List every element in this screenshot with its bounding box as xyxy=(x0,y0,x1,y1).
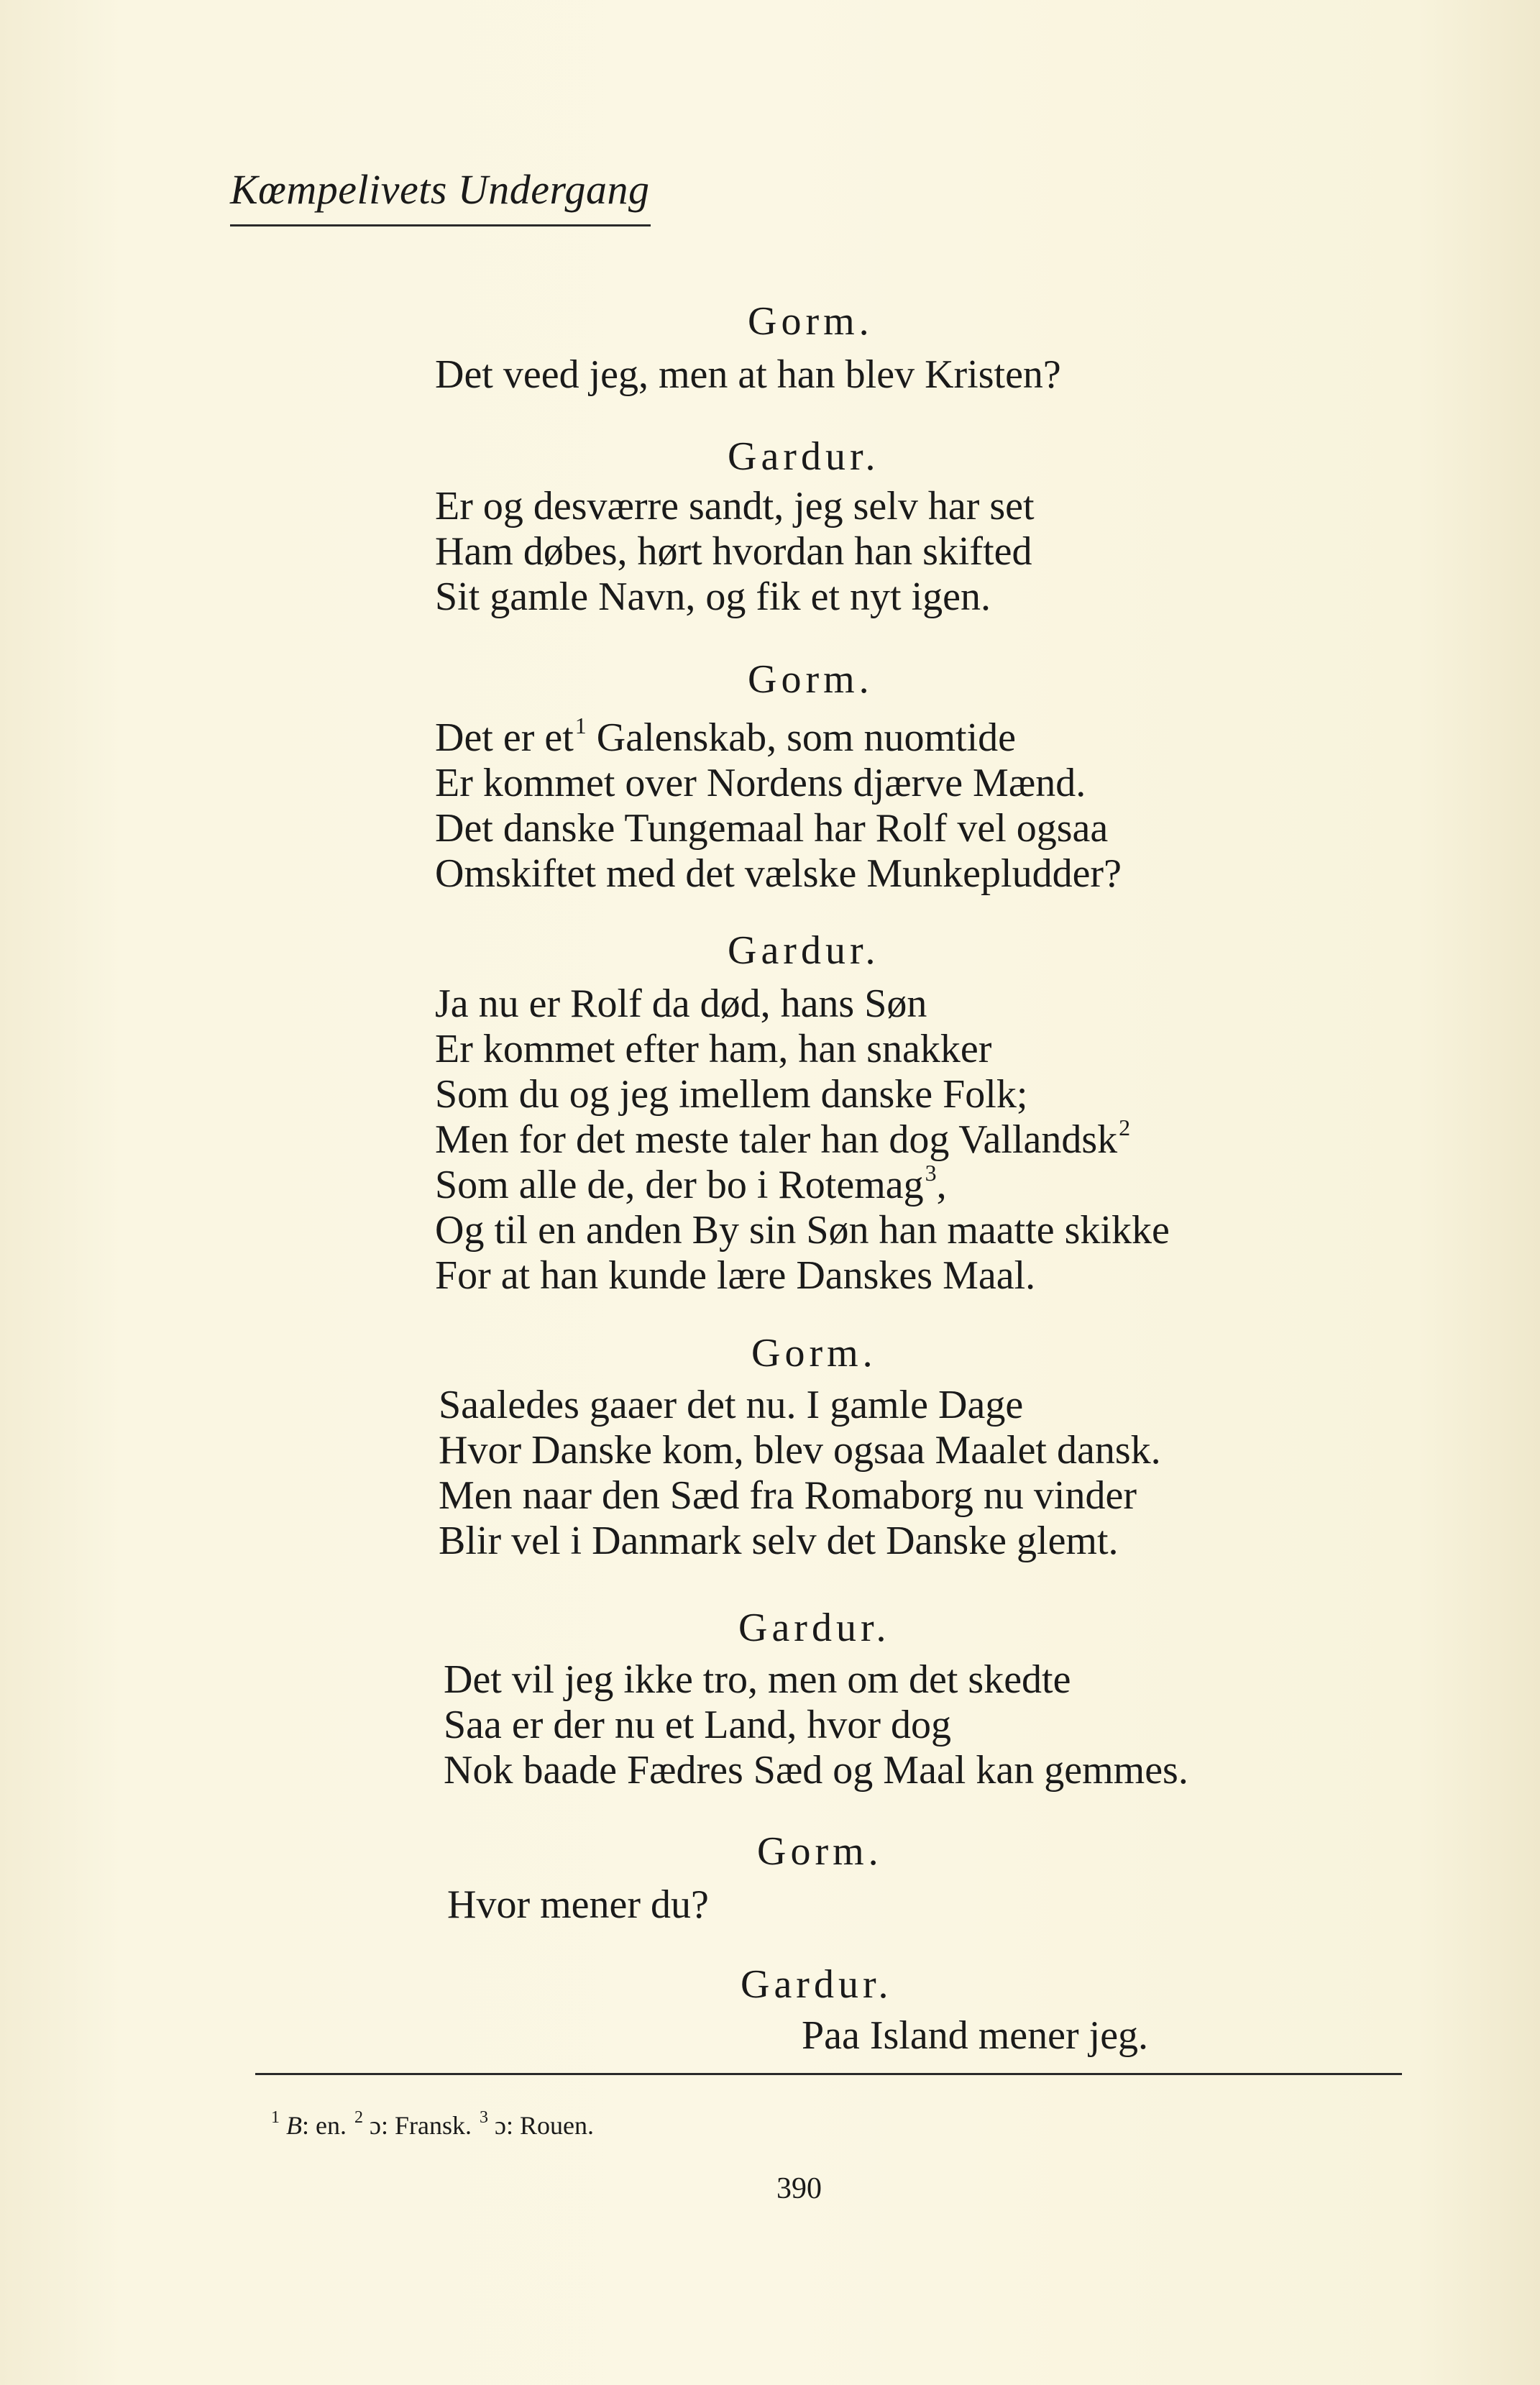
verse-line: Nok baade Fædres Sæd og Maal kan gemmes. xyxy=(444,1748,1188,1793)
footnote-text: ɔ: Rouen. xyxy=(494,2111,594,2140)
verse-text: Galenskab, som nuomtide xyxy=(596,715,1017,760)
verse-line xyxy=(435,1114,1170,1163)
speaker-label: Gardur. xyxy=(728,434,880,479)
verse-line: Som du og jeg imellem danske Folk; xyxy=(435,1072,1028,1117)
footnote-text: : en. xyxy=(302,2111,347,2140)
footnote-ref: 1 xyxy=(574,713,587,738)
page-number: 390 xyxy=(776,2172,822,2205)
verse-block xyxy=(435,352,1061,398)
verse-text: Men for det meste taler han dog Vallandsk xyxy=(435,1117,1118,1162)
verse-line: Saaledes gaaer det nu. I gamle Dage xyxy=(439,1383,1024,1427)
verse-line xyxy=(435,715,1122,761)
speaker-label: Gardur. xyxy=(738,1606,891,1650)
verse-block xyxy=(435,981,1170,1299)
speaker-label: Gardur. xyxy=(741,1962,893,2007)
footnote-ref: 2 xyxy=(1119,1114,1131,1140)
footnote-text: ɔ: Fransk. xyxy=(369,2111,472,2140)
verse-text: , xyxy=(936,1163,947,1207)
verse-line: Det vil jeg ikke tro, men om det skedte xyxy=(444,1657,1071,1702)
verse-line: Er kommet efter ham, han snakker xyxy=(435,1027,992,1071)
verse-block xyxy=(435,484,1035,620)
speaker-label: Gardur. xyxy=(728,928,880,973)
verse-text: Som alle de, der bo i Rotemag xyxy=(435,1163,924,1207)
verse-line: Saa er der nu et Land, hvor dog xyxy=(444,1703,951,1747)
verse-block xyxy=(447,1882,709,1928)
verse-line: Ja nu er Rolf da død, hans Søn xyxy=(435,981,927,1026)
speaker-label: Gorm. xyxy=(748,299,874,344)
verse-block xyxy=(802,2013,1148,2059)
verse-line: Paa Island mener jeg. xyxy=(802,2013,1149,2058)
verse-line: Omskiftet med det vælske Munkepludder? xyxy=(435,851,1122,896)
footnotes xyxy=(270,2110,594,2141)
footnote-number: 2 xyxy=(354,2108,363,2127)
verse-line: Men naar den Sæd fra Romaborg nu vinder xyxy=(439,1473,1137,1518)
verse-line: Det veed jeg, men at han blev Kristen? xyxy=(435,352,1061,397)
verse-line: Sit gamle Navn, og fik et nyt igen. xyxy=(435,574,991,619)
verse-text: Det er et xyxy=(435,715,574,760)
verse-line xyxy=(435,1160,1170,1208)
verse-line: For at han kunde lære Danskes Maal. xyxy=(435,1253,1036,1298)
verse-block xyxy=(435,715,1122,897)
footnote-ref: 3 xyxy=(925,1160,937,1186)
footnote-number: 1 xyxy=(271,2108,280,2127)
verse-line: Ham døbes, hørt hvordan han skifted xyxy=(435,529,1032,574)
verse-line: Er kommet over Nordens djærve Mænd. xyxy=(435,761,1086,805)
footnote-source: B xyxy=(286,2111,302,2140)
verse-line: Og til en anden By sin Søn han maatte skikke xyxy=(435,1208,1170,1253)
verse-line: Er og desværre sandt, jeg selv har set xyxy=(435,484,1035,528)
footnote-rule xyxy=(255,2073,1402,2075)
running-head: Kœmpelivets Undergang xyxy=(230,166,650,213)
verse-line: Hvor mener du? xyxy=(447,1882,709,1927)
verse-block xyxy=(439,1383,1161,1564)
footnote-number: 3 xyxy=(479,2108,488,2127)
running-head-rule xyxy=(230,224,651,226)
speaker-label: Gorm. xyxy=(751,1331,877,1375)
speaker-label: Gorm. xyxy=(748,657,874,702)
verse-line: Det danske Tungemaal har Rolf vel ogsaa xyxy=(435,806,1109,851)
verse-block xyxy=(444,1657,1188,1793)
speaker-label: Gorm. xyxy=(757,1829,883,1874)
verse-line: Hvor Danske kom, blev ogsaa Maalet dansk. xyxy=(439,1428,1161,1473)
verse-line: Blir vel i Danmark selv det Danske glemt. xyxy=(439,1519,1119,1563)
